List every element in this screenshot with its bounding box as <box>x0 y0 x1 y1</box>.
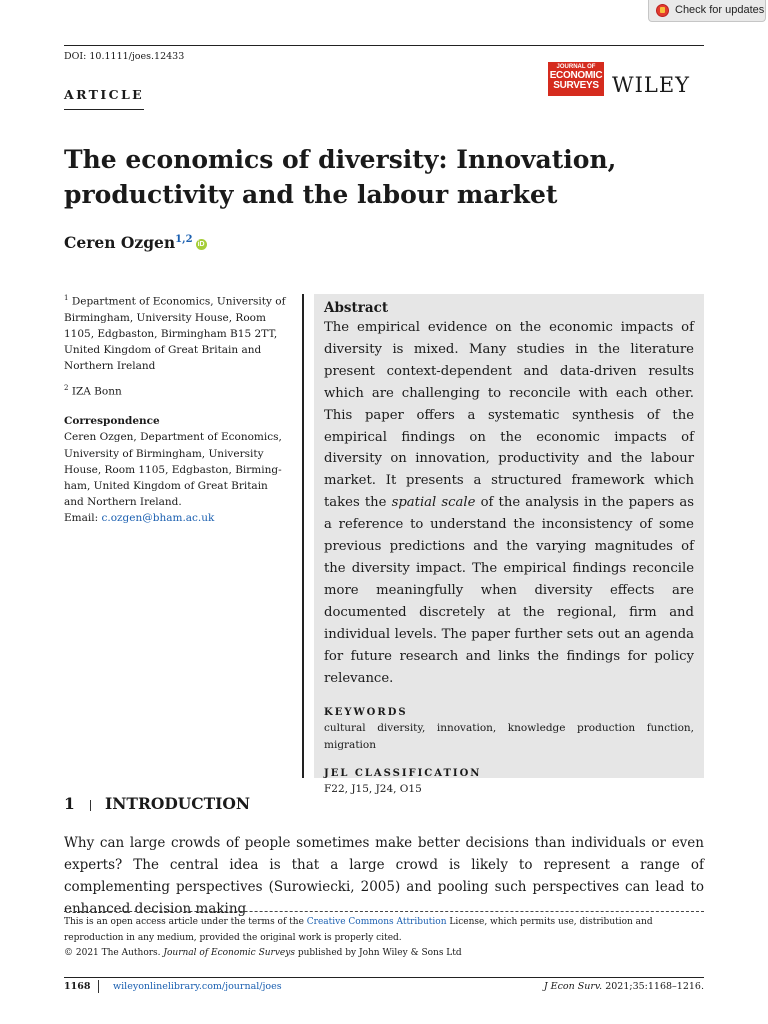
update-icon <box>656 4 669 17</box>
abstract-box <box>314 294 704 796</box>
license-link[interactable]: Creative Commons Attribution <box>306 917 447 927</box>
keywords-heading: KEYWORDS <box>324 707 408 719</box>
author-info <box>64 290 290 527</box>
journal-logo: JOURNAL OF ECONOMIC SURVEYS <box>548 62 604 96</box>
orcid-icon[interactable]: iD <box>197 240 205 248</box>
check-for-updates-label: Check for updates <box>675 4 765 16</box>
license-footnote: This is an open access article under the terms of the Creative Commons Attribution License, which permits use, distribution and reproduction in any medium, provided the original work is properly cited. © 2021 The Authors. Journal of Economic Surveys published by John Wiley & Sons Ltd <box>64 917 653 958</box>
doi: DOI: 10.1111/joes.12433 <box>64 51 185 62</box>
header-rule <box>64 45 704 46</box>
intro-paragraph: Why can large crowds of people sometimes make better decisions than individuals or even experts? The central idea is that a large crowd is likely to represent a range of complementing perspectives (Surowiecki, 2005) and pooling such perspectives can lead to enhanced decision making <box>64 835 704 917</box>
correspondence-text: Ceren Ozgen, Department of Economics, University of Birmingham, University House, Room 1105, Edgbaston, Birming-ham, United Kingdom of Great Britain and Northern Ireland. <box>64 431 282 509</box>
email-line: Email: c.ozgen@bham.ac.uk <box>64 512 215 525</box>
footer-divider <box>98 980 99 993</box>
footer-rule <box>64 977 704 978</box>
abstract-text: The empirical evidence on the economic impacts of diversity is mixed. Many studies in the literature present context-dependent and data-driven results which are challenging to reconcile with each other. This paper offers a systematic synthesis of the empirical findings on the economic impacts of diversity on innovation, productivity and the labour market. It presents a structured framework which takes the spatial scale of the analysis in the papers as a reference to understand the inconsistency of some previous predictions and the varying magnitudes of the diversity impact. The empirical findings reconcile more meaningfully when diversity effects are documented discretely at the regional, firm and individual levels. The paper further sets out an agenda for future research and links the findings for policy relevance. <box>324 320 694 686</box>
citation: J Econ Surv. 2021;35:1168–1216. <box>543 981 704 992</box>
jel-codes: F22, J15, J24, O15 <box>324 783 422 796</box>
section-label-rule <box>64 109 144 110</box>
page-number: 1168 <box>64 981 91 992</box>
publisher-logo: WILEY <box>612 73 691 97</box>
author <box>64 233 207 252</box>
keywords-text: cultural diversity, innovation, knowledge production function, migration <box>324 722 694 752</box>
paper-title: The economics of diversity: Innovation, productivity and the labour market <box>64 145 617 209</box>
column-divider <box>302 294 304 778</box>
abstract-heading: Abstract <box>324 300 389 316</box>
correspondence-heading: Correspondence <box>64 415 160 428</box>
section-label: ARTICLE <box>64 87 145 102</box>
check-for-updates-button[interactable] <box>648 0 766 22</box>
author-name: Ceren Ozgen <box>64 233 176 252</box>
journal-url-link[interactable]: wileyonlinelibrary.com/journal/joes <box>113 981 282 992</box>
affiliation-marks: 1,2 <box>175 233 193 245</box>
section-heading: 1 INTRODUCTION <box>64 794 251 813</box>
jel-heading: JEL CLASSIFICATION <box>324 768 482 780</box>
email-link[interactable]: c.ozgen@bham.ac.uk <box>101 512 215 525</box>
affiliation-2: $^2$ IZA Bonn <box>64 383 122 398</box>
footnote-divider <box>64 911 704 912</box>
affiliation-1: $^1$ Department of Economics, University of Birmingham, University House, Room 1105, Edgbaston, Birmingham B15 2TT, United Kingdom of Great Britain and Northern Ireland <box>64 294 286 373</box>
